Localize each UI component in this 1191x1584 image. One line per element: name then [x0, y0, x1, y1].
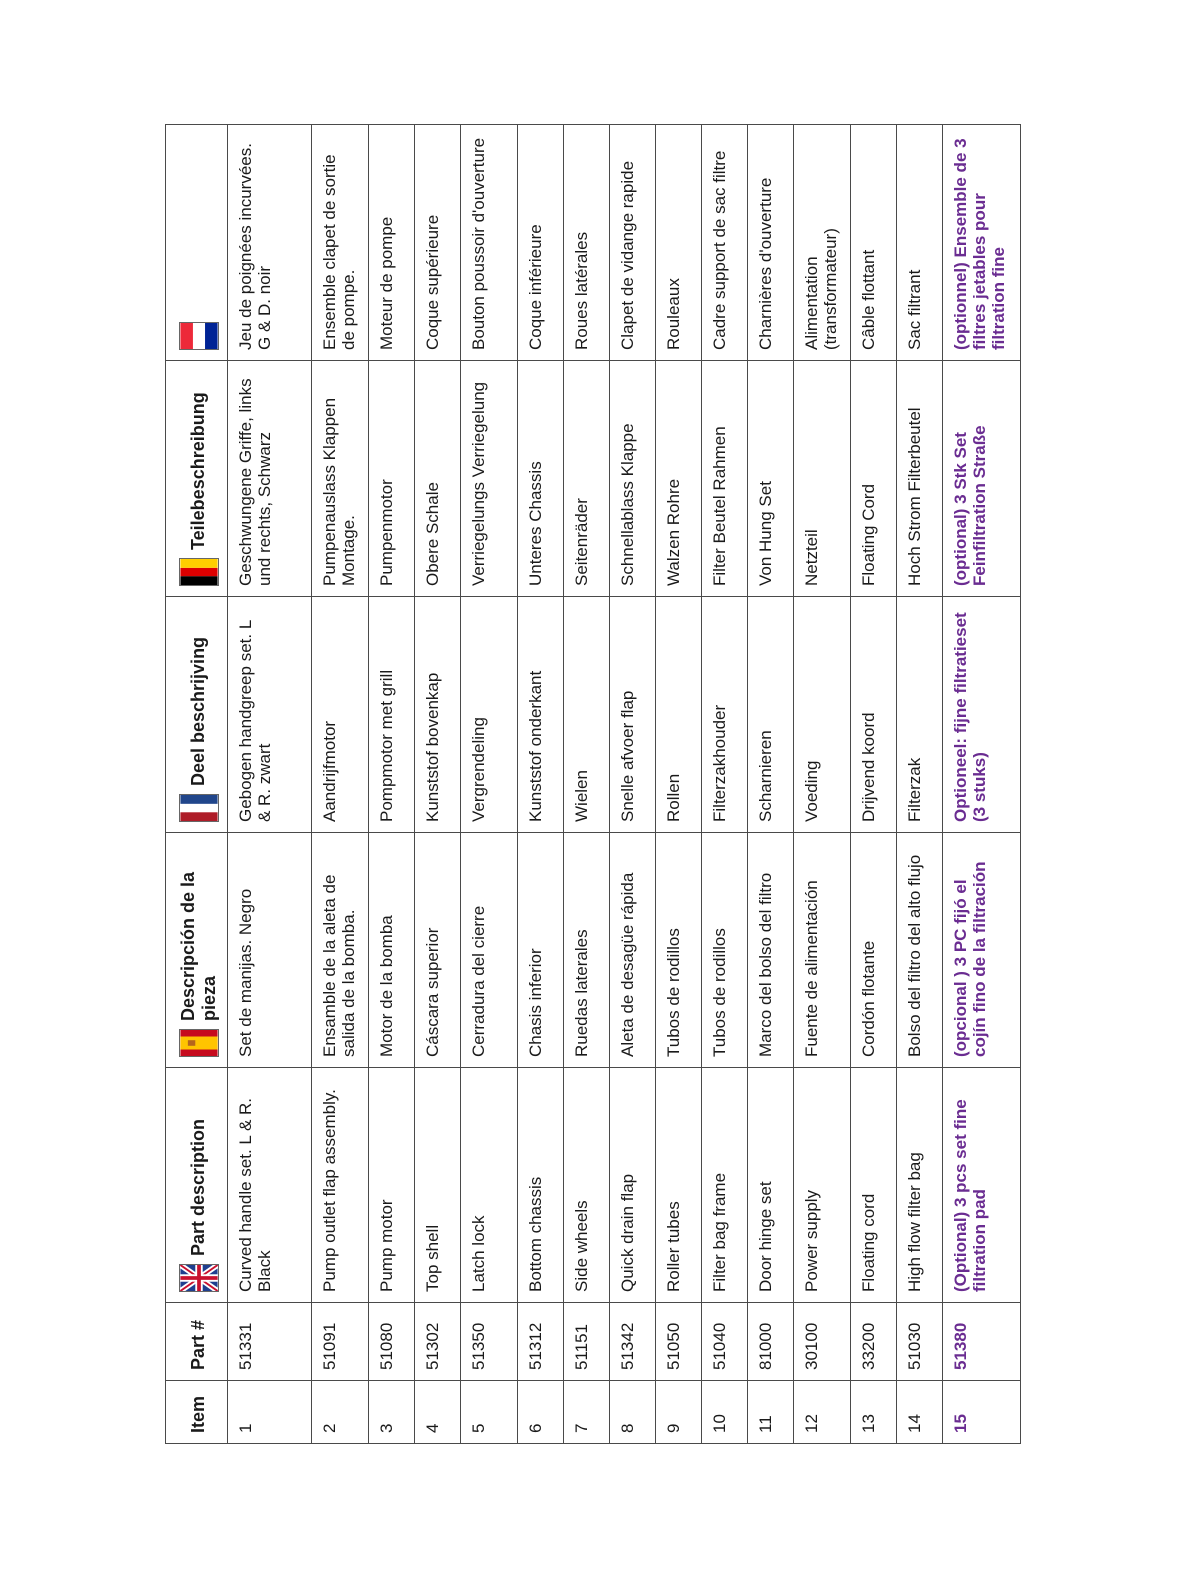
- desc-en: Filter bag frame: [702, 1068, 748, 1303]
- desc-nl: Scharnieren: [748, 597, 794, 833]
- desc-es: Cerradura del cierre: [461, 833, 518, 1068]
- desc-de: (optional) 3 Stk Set Feinfiltration Straße: [943, 361, 1021, 597]
- part-number: 51342: [610, 1303, 656, 1381]
- desc-fr: Sac filtrant: [897, 125, 943, 361]
- desc-fr: Ensemble clapet de sortie de pompe.: [312, 125, 369, 361]
- desc-fr: Coque inférieure: [518, 125, 564, 361]
- desc-de: Seitenräder: [564, 361, 610, 597]
- desc-es: Fuente de alimentación: [794, 833, 851, 1068]
- item-number: 1: [228, 1381, 312, 1444]
- desc-fr: Cadre support de sac filtre: [702, 125, 748, 361]
- part-number: 51040: [702, 1303, 748, 1381]
- desc-en: Pump outlet flap assembly.: [312, 1068, 369, 1303]
- desc-en: Door hinge set: [748, 1068, 794, 1303]
- table-row: [794, 125, 851, 1444]
- desc-fr: Roues latérales: [564, 125, 610, 361]
- table-row: [610, 125, 656, 1444]
- desc-nl: Kunststof onderkant: [518, 597, 564, 833]
- part-number: 51091: [312, 1303, 369, 1381]
- item-number: 11: [748, 1381, 794, 1444]
- item-number: 7: [564, 1381, 610, 1444]
- desc-en: Quick drain flap: [610, 1068, 656, 1303]
- desc-fr: Câble flottant: [851, 125, 897, 361]
- desc-de: Von Hung Set: [748, 361, 794, 597]
- item-number: 5: [461, 1381, 518, 1444]
- france-flag-icon: [179, 322, 219, 350]
- desc-en: Roller tubes: [656, 1068, 702, 1303]
- item-number: 10: [702, 1381, 748, 1444]
- header-french: [166, 125, 228, 361]
- item-number: 6: [518, 1381, 564, 1444]
- desc-es: Bolso del filtro del alto flujo: [897, 833, 943, 1068]
- desc-en: Pump motor: [369, 1068, 415, 1303]
- item-number: 8: [610, 1381, 656, 1444]
- part-number: 51380: [943, 1303, 1021, 1381]
- desc-de: Schnellablass Klappe: [610, 361, 656, 597]
- header-item: Item: [166, 1381, 228, 1444]
- desc-es: Chasis inferior: [518, 833, 564, 1068]
- header-dutch: Deel beschrijving: [166, 597, 228, 833]
- desc-de: Walzen Rohre: [656, 361, 702, 597]
- desc-nl: Voeding: [794, 597, 851, 833]
- table-row: [228, 125, 312, 1444]
- item-number: 15: [943, 1381, 1021, 1444]
- table-row: [748, 125, 794, 1444]
- desc-nl: Aandrijfmotor: [312, 597, 369, 833]
- desc-de: Unteres Chassis: [518, 361, 564, 597]
- table-row: [312, 125, 369, 1444]
- header-spanish: Descripción de la pieza: [166, 833, 228, 1068]
- desc-nl: Pompmotor met grill: [369, 597, 415, 833]
- desc-es: Ensamble de la aleta de salida de la bomba.: [312, 833, 369, 1068]
- desc-en: (Optional) 3 pcs set fine filtration pad: [943, 1068, 1021, 1303]
- desc-de: Pumpenmotor: [369, 361, 415, 597]
- desc-en: Top shell: [415, 1068, 461, 1303]
- desc-en: Bottom chassis: [518, 1068, 564, 1303]
- desc-es: Ruedas laterales: [564, 833, 610, 1068]
- desc-fr: Clapet de vidange rapide: [610, 125, 656, 361]
- desc-nl: Vergrendeling: [461, 597, 518, 833]
- desc-es: Aleta de desagüe rápida: [610, 833, 656, 1068]
- part-number: 51050: [656, 1303, 702, 1381]
- part-number: 51331: [228, 1303, 312, 1381]
- part-number: 51030: [897, 1303, 943, 1381]
- part-number: 51350: [461, 1303, 518, 1381]
- desc-fr: (optionnel) Ensemble de 3 filtres jetables pour filtration fine: [943, 125, 1021, 361]
- desc-es: (opcional ) 3 PC fijó el cojín fino de la filtración: [943, 833, 1021, 1068]
- desc-en: Floating cord: [851, 1068, 897, 1303]
- desc-nl: Rollen: [656, 597, 702, 833]
- desc-nl: Filterzakhouder: [702, 597, 748, 833]
- desc-nl: Wielen: [564, 597, 610, 833]
- desc-nl: Snelle afvoer flap: [610, 597, 656, 833]
- table-row: [656, 125, 702, 1444]
- desc-de: Filter Beutel Rahmen: [702, 361, 748, 597]
- table-row: [564, 125, 610, 1444]
- desc-nl: Optioneel: fijne filtratieset (3 stuks): [943, 597, 1021, 833]
- table-row: [702, 125, 748, 1444]
- desc-fr: Bouton poussoir d'ouverture: [461, 125, 518, 361]
- desc-fr: Moteur de pompe: [369, 125, 415, 361]
- desc-es: Cáscara superior: [415, 833, 461, 1068]
- desc-es: Marco del bolso del filtro: [748, 833, 794, 1068]
- header-row: [166, 125, 228, 1444]
- desc-es: Cordón flotante: [851, 833, 897, 1068]
- part-number: 51302: [415, 1303, 461, 1381]
- item-number: 3: [369, 1381, 415, 1444]
- item-number: 2: [312, 1381, 369, 1444]
- desc-de: Verriegelungs Verriegelung: [461, 361, 518, 597]
- desc-es: Motor de la bomba: [369, 833, 415, 1068]
- desc-de: Obere Schale: [415, 361, 461, 597]
- desc-de: Netzteil: [794, 361, 851, 597]
- header-english: Part description: [166, 1068, 228, 1303]
- table-row: [851, 125, 897, 1444]
- germany-flag-icon: [179, 558, 219, 586]
- desc-fr: Charnières d'ouverture: [748, 125, 794, 361]
- desc-es: Set de manijas. Negro: [228, 833, 312, 1068]
- item-number: 12: [794, 1381, 851, 1444]
- table-row: [461, 125, 518, 1444]
- parts-table: [165, 124, 1021, 1444]
- desc-de: Pumpenauslass Klappen Montage.: [312, 361, 369, 597]
- desc-de: Geschwungene Griffe, links und rechts, Schwarz: [228, 361, 312, 597]
- part-number: 30100: [794, 1303, 851, 1381]
- rotated-table-stage: [165, 125, 1015, 1444]
- table-row-optional: [943, 125, 1021, 1444]
- spain-flag-icon: [179, 1029, 219, 1057]
- desc-es: Tubos de rodillos: [702, 833, 748, 1068]
- desc-de: Hoch Strom Filterbeutel: [897, 361, 943, 597]
- desc-fr: Rouleaux: [656, 125, 702, 361]
- desc-nl: Gebogen handgreep set. L & R. zwart: [228, 597, 312, 833]
- item-number: 13: [851, 1381, 897, 1444]
- table-row: [415, 125, 461, 1444]
- desc-de: Floating Cord: [851, 361, 897, 597]
- part-number: 33200: [851, 1303, 897, 1381]
- desc-nl: Drijvend koord: [851, 597, 897, 833]
- desc-en: Curved handle set. L & R. Black: [228, 1068, 312, 1303]
- desc-nl: Filterzak: [897, 597, 943, 833]
- desc-fr: Alimentation (transformateur): [794, 125, 851, 361]
- table-row: [897, 125, 943, 1444]
- header-part-number: Part #: [166, 1303, 228, 1381]
- desc-es: Tubos de rodillos: [656, 833, 702, 1068]
- table-row: [369, 125, 415, 1444]
- part-number: 51151: [564, 1303, 610, 1381]
- desc-nl: Kunststof bovenkap: [415, 597, 461, 833]
- item-number: 14: [897, 1381, 943, 1444]
- part-number: 51312: [518, 1303, 564, 1381]
- desc-fr: Jeu de poignées incurvées. G & D. noir: [228, 125, 312, 361]
- part-number: 81000: [748, 1303, 794, 1381]
- part-number: 51080: [369, 1303, 415, 1381]
- table-row: [518, 125, 564, 1444]
- item-number: 4: [415, 1381, 461, 1444]
- desc-en: High flow filter bag: [897, 1068, 943, 1303]
- header-german: Teilebeschreibung: [166, 361, 228, 597]
- desc-fr: Coque supérieure: [415, 125, 461, 361]
- netherlands-flag-icon: [179, 794, 219, 822]
- item-number: 9: [656, 1381, 702, 1444]
- desc-en: Side wheels: [564, 1068, 610, 1303]
- uk-flag-icon: [179, 1264, 219, 1292]
- desc-en: Latch lock: [461, 1068, 518, 1303]
- desc-en: Power supply: [794, 1068, 851, 1303]
